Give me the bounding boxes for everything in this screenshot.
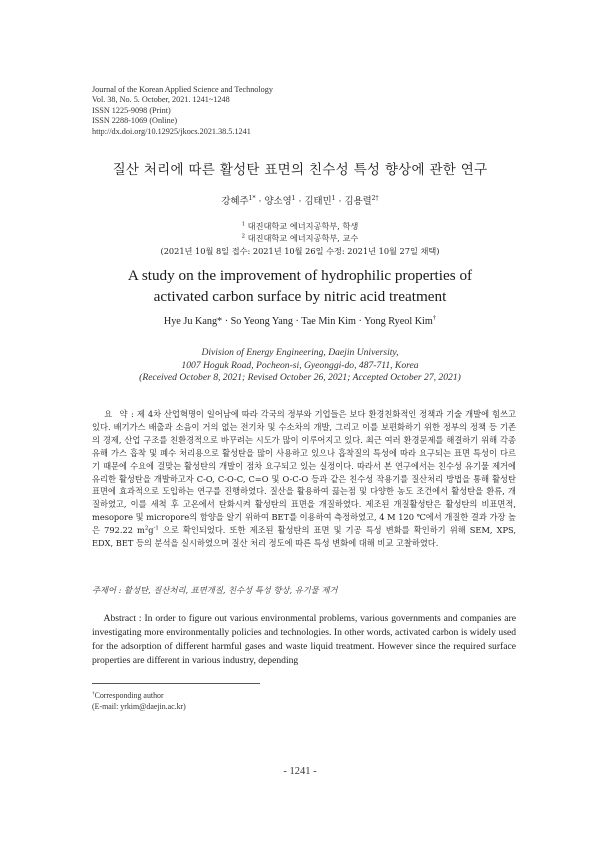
author-sep: · — [335, 196, 345, 207]
authors-english-sup: † — [432, 314, 437, 322]
corresponding-author — [92, 690, 186, 701]
author-1: 강혜주 — [221, 196, 249, 207]
abstract-korean-body-mid: g — [148, 525, 154, 536]
affiliation-english-line-1: Division of Energy Engineering, Daejin University, — [201, 347, 399, 358]
affiliation-1 — [0, 220, 600, 232]
footnote-label: Corresponding author — [94, 691, 164, 700]
page-number: - 1241 - — [283, 766, 317, 777]
footnote-divider — [92, 683, 260, 684]
keywords-korean: 주제어 : 활성탄, 질산처리, 표면개질, 친수성 특성 향상, 유기물 제거 — [92, 585, 338, 595]
affiliation-2-sup: 2 — [241, 233, 246, 240]
abstract-korean: 요 약 : 제 4차 산업혁명이 일어남에 따라 각국의 정부와 기업들은 보다 환경친화적인 정책과 기술 개발에 힘쓰고 있다. 배기가스 배출과 소음이 거의 없는 전기차 및 수소차의 개발, 그리고 이를 보편화하기 위한 정부의 정책 등 기존의 경제, 산업 구조를 친환경적으로 바꾸려는 시도가 많이 이루어지고 있다. 최근 여러 환경문제를 해결하기 위해 각종 유해 가스 흡착 및 폐수 처리용으로 활성탄을 많이 사용하고 있으나 흡착질의 특성에 따라 요구되는 표면 특성이 다르기 때문에 수요에 걸맞는 활성탄의 개발이 점차 요구되고 있는 실정이다. 따라서 본 연구에서는 친수성 유기물 제거에 유리한 활성탄을 개발하고자 C-O, C-O-C, C=O 및 O-C-O 등과 같은 친수성 작용기를 질산처리 방법을 통해 활성탄 표면에 효과적으로 도입하는 연구를 진행하였다. 질산을 활용하여 끓는점 및 다양한 농도 조건에서 활성탄을 환류, 개질하였고, 이를 세척 후 고온에서 탄화시켜 활성탄의 표면을 개질하였다. 제조된 개질활성탄은 활성탄의 비표면적, mesopore 및 micropore의 함양을 알기 위하여 BET를 이용하여 측정하였고, 4 M 120 ℃에서 개질한 결과 가장 높은 792.22 $m^2g^{-1}$ 으로 확인되었다. 또한 제조된 활성탄의 표면 및 기공 특성 변화를 확인하기 위해 SEM, XPS, EDX, BET 등의 분석을 실시하였으며 질산 처리 정도에 따른 특성 변화에 대해 비교 고찰하였다. — [92, 409, 517, 549]
author-4: 김용렬 — [344, 196, 372, 207]
authors-english — [0, 316, 600, 327]
title-english-line-2: activated carbon surface by nitric acid treatment — [153, 287, 447, 305]
author-sep: · — [295, 196, 305, 207]
journal-volume: Vol. 38, No. 5. October, 2021. 1241~1248 — [92, 95, 230, 105]
unit-sup-1: 2 — [144, 525, 149, 532]
doi-link[interactable]: http://dx.doi.org/10.12925/jkocs.2021.38.5.1241 — [92, 126, 251, 136]
affiliation-english-line-2: 1007 Hoguk Road, Pocheon-si, Gyeonggi-do, 487-711, Korea — [181, 359, 419, 371]
corresponding-email: (E-mail: yrkim@daejin.ac.kr) — [92, 702, 186, 711]
abstract-english-label: Abstract — [103, 613, 137, 624]
issn-print: ISSN 1225-9098 (Print) — [92, 105, 171, 115]
title-english — [0, 266, 600, 307]
abstract-korean-label: 요 약 — [104, 409, 129, 419]
author-3: 김태민 — [304, 196, 332, 207]
journal-name: Journal of the Korean Applied Science and Technology — [92, 85, 273, 94]
submission-dates-english: (Received October 8, 2021; Revised October 26, 2021; Accepted October 27, 2021) — [139, 372, 461, 384]
author-sep: · — [255, 196, 265, 207]
abstract-korean-body-pre: 제 4차 산업혁명이 일어남에 따라 각국의 정부와 기업들은 보다 환경친화적인 정책과 기술 개발에 힘쓰고 있다. 배기가스 배출과 소음이 거의 없는 전기차 및 수소차의 개발, 그리고 이를 보편화하기 위한 정부의 정책 등 기존의 경제, 산업 구조를 친환경적으로 바꾸려는 시도가 많이 이루어지고 있다. 최근 여러 환경문제를 해결하기 위해 각종 유해 가스 흡착 및 폐수 처리용으로 활성탄을 많이 사용하고 있으나 흡착질의 특성에 따라 요구되는 표면 특성이 다르기 때문에 수요에 걸맞는 활성탄의 개발이 점차 요구되고 있는 실정이다. 따라서 본 연구에서는 친수성 유기물 제거에 유리한 활성탄을 개발하고자 C-O, C-O-C, C=O 및 O-C-O 등과 같은 친수성 작용기를 질산처리 방법을 통해 활성탄 표면에 효과적으로 도입하는 연구를 진행하였다. 질산을 활용하여 끓는점 및 다양한 농도 조건에서 활성탄을 환류, 개질하였고, 이를 세척 후 고온에서 탄화시켜 활성탄의 표면을 개질하였다. 제조된 개질활성탄은 활성탄의 비표면적, mesopore 및 micropore의 함양을 알기 위하여 BET를 이용하여 측정하였고, 4 M 120 ℃에서 개질한 결과 가장 높은 792.22 m — [92, 409, 516, 536]
affiliations-korean — [0, 220, 600, 257]
journal-info — [92, 85, 273, 137]
submission-dates-korean: (2021년 10월 8일 접수: 2021년 10월 26일 수정: 2021년 10월 27일 채택) — [160, 245, 440, 256]
author-2: 양소영 — [264, 196, 292, 207]
footnote-sup: † — [92, 690, 95, 697]
author-3-sup: 1 — [331, 194, 336, 202]
affiliation-2 — [0, 232, 600, 244]
abstract-korean-body-post: 으로 확인되었다. 또한 제조된 활성탄의 표면 및 기공 특성 변화를 확인하기 위해 SEM, XPS, EDX, BET 등의 분석을 실시하였으며 질산 처리 정도에 따른 특성 변화에 대해 비교 고찰하였다. — [92, 525, 517, 549]
footnote — [92, 690, 186, 712]
title-korean: 질산 처리에 따른 활성탄 표면의 친수성 특성 향상에 관한 연구 — [112, 162, 488, 178]
author-1-sup: 1* — [248, 194, 256, 202]
affiliation-2-text: 대진대학교 에너지공학부, 교수 — [247, 233, 359, 244]
abstract-english — [92, 612, 516, 668]
affiliation-1-sup: 1 — [241, 221, 246, 228]
unit-sup-2: -1 — [153, 525, 159, 532]
authors-korean — [0, 193, 600, 207]
affiliation-english — [0, 347, 600, 385]
author-4-sup: 2† — [371, 194, 379, 202]
abstract-english-body: : In order to figure out various environmental problems, various governments and companies are investigating more environmentally policies and technologies. In other words, activated carbon is widely used for the adsorption of different harmful gases and waste liquid treatment. However since the required surface properties are different in various industry, depending — [92, 613, 517, 666]
author-2-sup: 1 — [291, 194, 296, 202]
affiliation-1-text: 대진대학교 에너지공학부, 학생 — [247, 221, 359, 231]
issn-online: ISSN 2288-1069 (Online) — [92, 116, 178, 126]
title-english-line-1: A study on the improvement of hydrophilic properties of — [127, 267, 473, 284]
authors-english-text: Hye Ju Kang* · So Yeong Yang · Tae Min Kim · Yong Ryeol Kim — [163, 316, 433, 327]
